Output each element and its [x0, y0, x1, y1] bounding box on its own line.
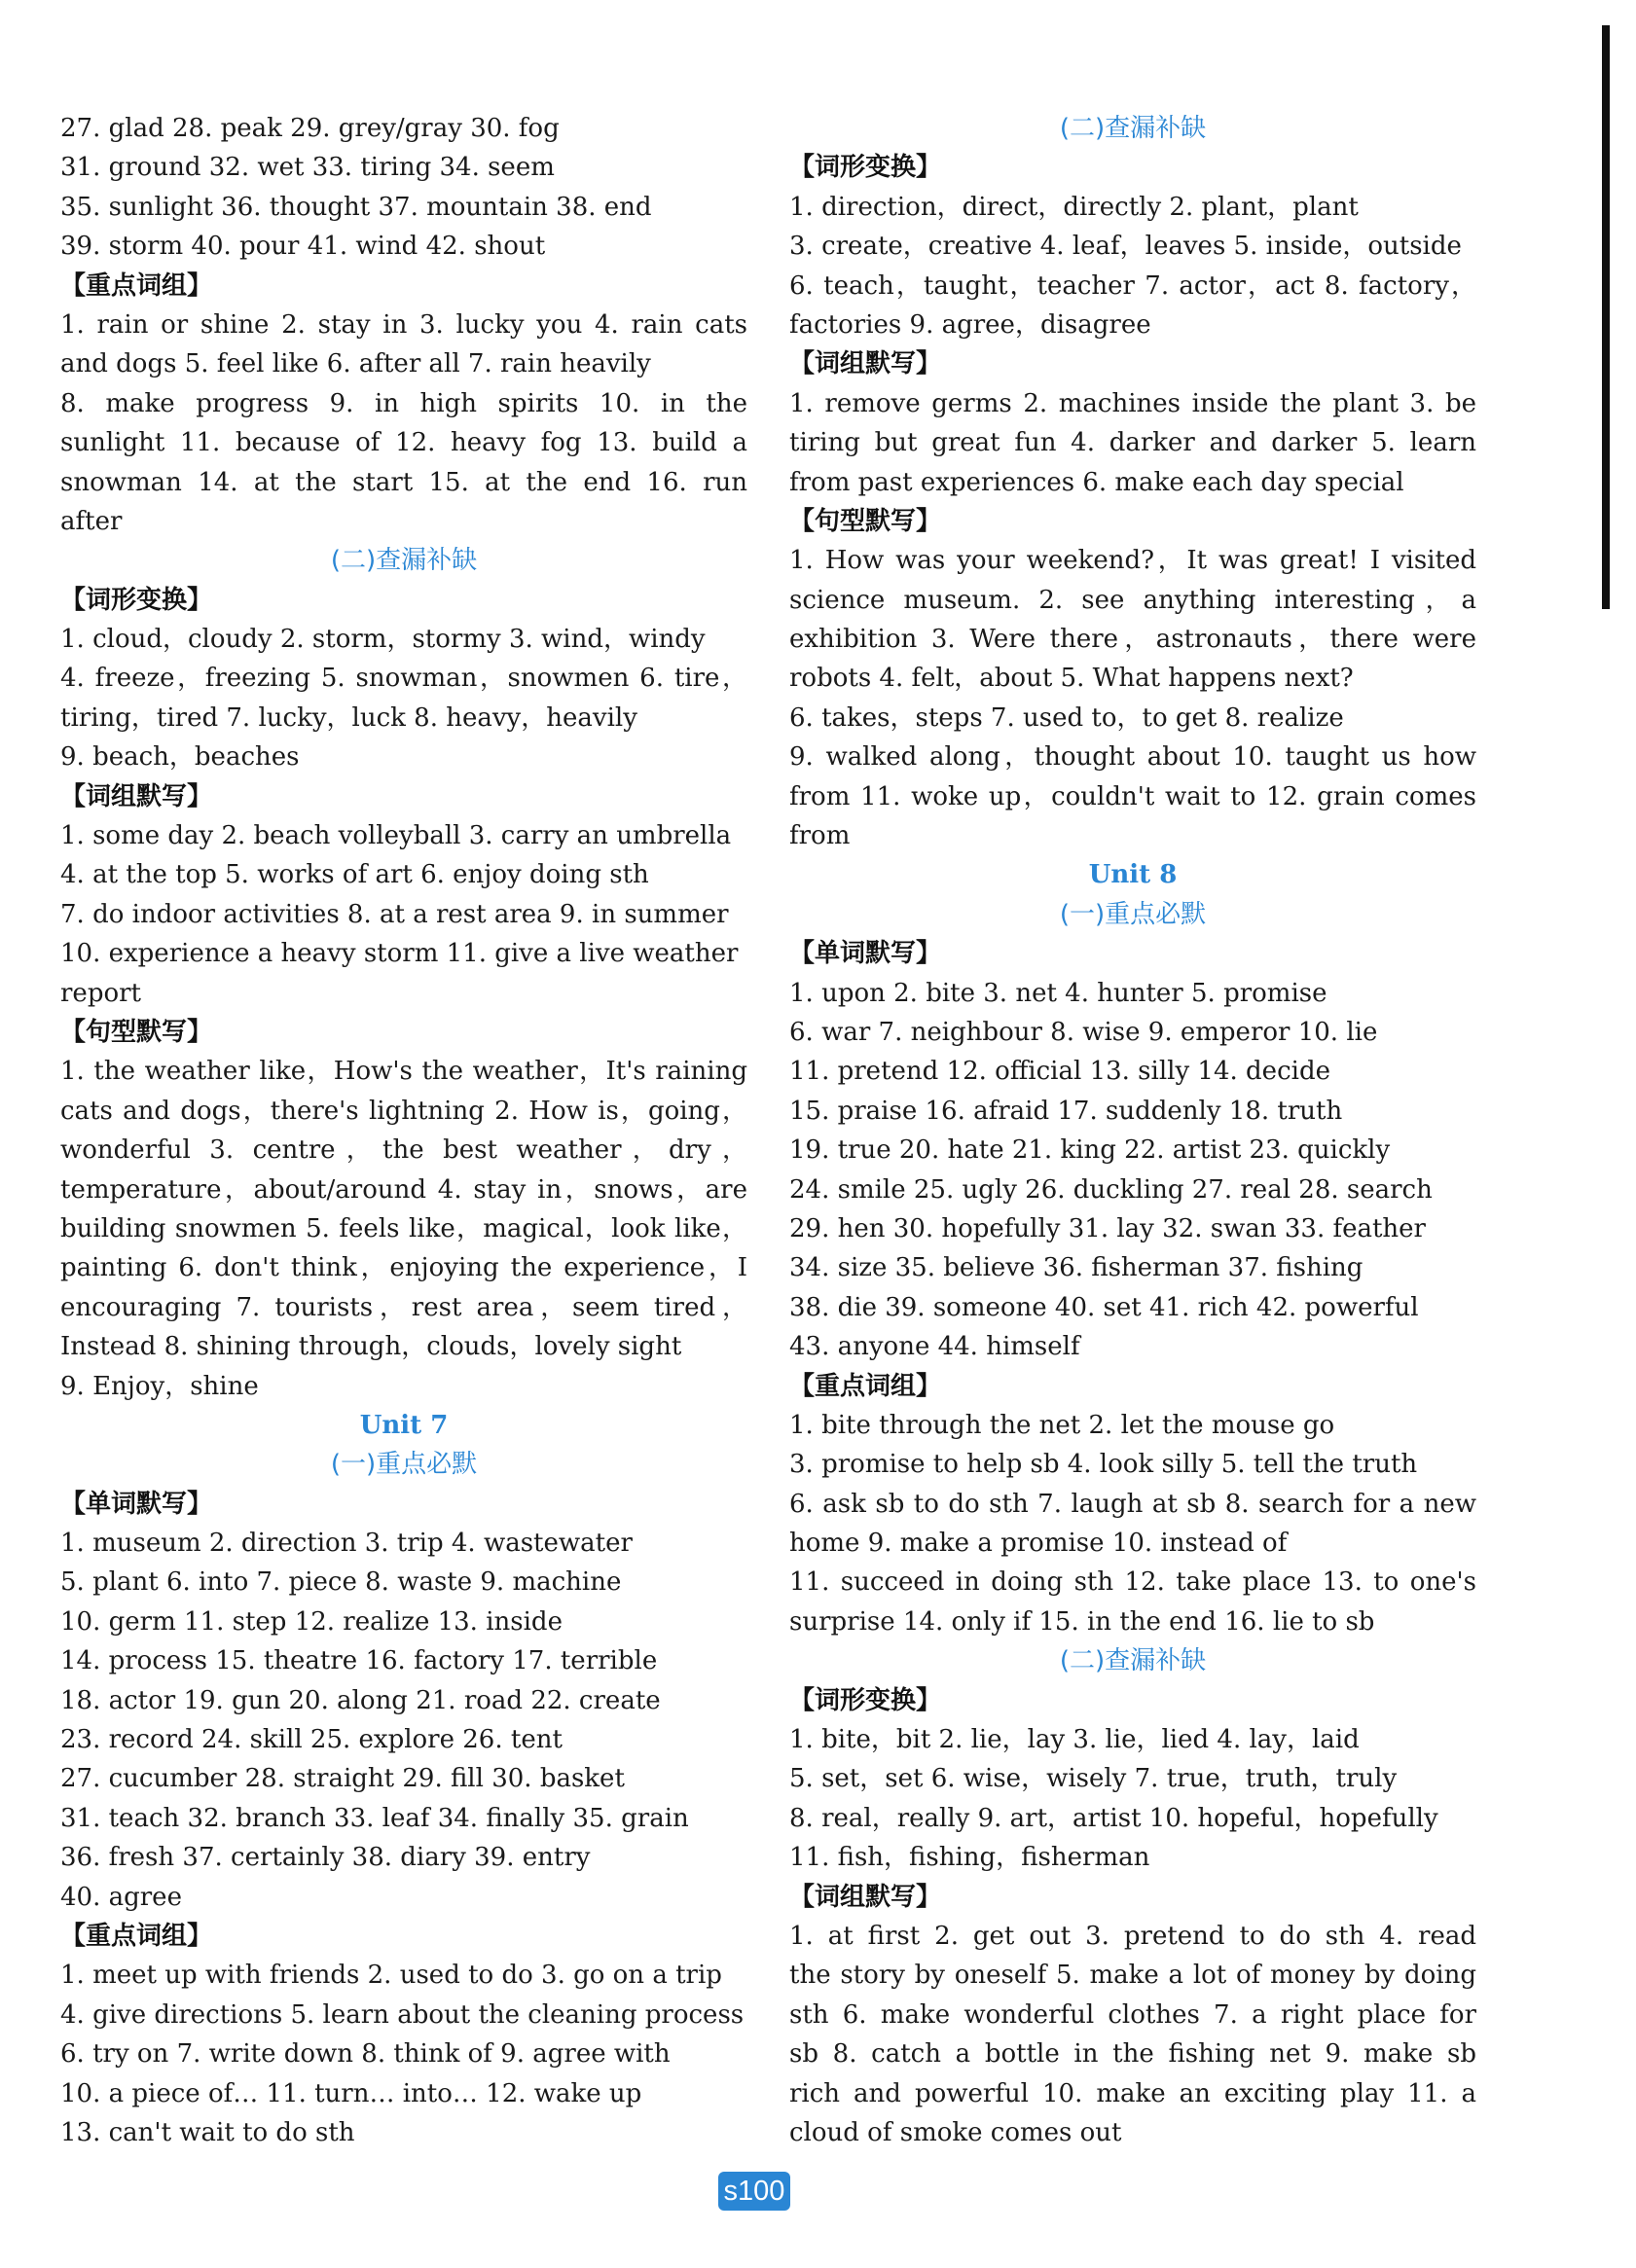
- section-tag: 【词形变换】: [789, 153, 942, 183]
- answer-line: 5. set，set 6. wise，wisely 7. true，truth，truly: [789, 1764, 1398, 1794]
- answer-line: report: [60, 978, 141, 1008]
- answer-line: from past experiences 6. make each day special: [789, 467, 1404, 497]
- answer-line: sb 8. catch a bottle in the fishing net 9. make sb: [789, 2039, 1476, 2070]
- answer-line: 10. experience a heavy storm 11. give a live weather: [60, 939, 739, 969]
- answer-line: 1. bite through the net 2. let the mouse go: [789, 1410, 1335, 1440]
- page-number: s100: [718, 2172, 790, 2211]
- unit-heading: Unit 8: [1088, 860, 1178, 890]
- answer-line: science museum. 2. see anything interesting，a: [789, 585, 1476, 615]
- answer-line: surprise 14. only if 15. in the end 16. lie to sb: [789, 1606, 1375, 1637]
- answer-line: 6. try on 7. write down 8. think of 9. agree with: [60, 2039, 671, 2070]
- answer-line: after: [60, 506, 123, 536]
- answer-line: 34. size 35. believe 36. fisherman 37. fishing: [789, 1253, 1363, 1283]
- answer-line: 4. freeze，freezing 5. snowman，snowmen 6. tire，: [60, 664, 747, 694]
- answer-line: 39. storm 40. pour 41. wind 42. shout: [60, 232, 546, 262]
- answer-line: 31. ground 32. wet 33. tiring 34. seem: [60, 153, 555, 183]
- section-tag: 【句型默写】: [60, 1017, 213, 1047]
- answer-line: 1. rain or shine 2. stay in 3. lucky you 4. rain cats: [60, 309, 747, 340]
- answer-line: 15. praise 16. afraid 17. suddenly 18. truth: [789, 1096, 1343, 1126]
- answer-line: home 9. make a promise 10. instead of: [789, 1529, 1288, 1559]
- section-tag: 【句型默写】: [789, 506, 942, 536]
- answer-line: 38. die 39. someone 40. set 41. rich 42. powerful: [789, 1292, 1419, 1322]
- answer-line: encouraging 7. tourists，rest area，seem tired，: [60, 1292, 747, 1322]
- section-tag: 【单词默写】: [60, 1489, 213, 1519]
- answer-line: 27. cucumber 28. straight 29. fill 30. basket: [60, 1764, 625, 1794]
- answer-line: 10. a piece of… 11. turn… into… 12. wake up: [60, 2078, 642, 2108]
- answer-line: 23. record 24. skill 25. explore 26. tent: [60, 1725, 563, 1755]
- answer-line: 5. plant 6. into 7. piece 8. waste 9. machine: [60, 1567, 622, 1598]
- section-tag: 【词形变换】: [60, 585, 213, 615]
- answer-line: 36. fresh 37. certainly 38. diary 39. entry: [60, 1843, 591, 1873]
- right-column: [789, 109, 1476, 2152]
- answer-line: 9. beach，beaches: [60, 742, 300, 773]
- answer-line: 18. actor 19. gun 20. along 21. road 22. create: [60, 1685, 661, 1715]
- answer-line: cats and dogs，there's lightning 2. How is，going，: [60, 1096, 747, 1126]
- answer-line: 27. glad 28. peak 29. grey/gray 30. fog: [60, 114, 560, 143]
- answer-line: 9. walked along，thought about 10. taught us how: [789, 742, 1476, 773]
- answer-line: 6. takes，steps 7. used to，to get 8. realize: [789, 702, 1344, 733]
- section-heading: (一)重点必默: [330, 1450, 478, 1480]
- section-tag: 【重点词组】: [60, 1921, 213, 1951]
- answer-line: 13. can't wait to do sth: [60, 2117, 355, 2147]
- answer-line: 1. How was your weekend?，It was great! I visited: [789, 546, 1476, 576]
- answer-line: snowman 14. at the start 15. at the end 16. run: [60, 467, 747, 497]
- answer-line: sth 6. make wonderful clothes 7. a right place for: [789, 1999, 1476, 2030]
- answer-line: 8. real，really 9. art，artist 10. hopeful，hopefully: [789, 1803, 1438, 1833]
- answer-line: 11. succeed in doing sth 12. take place 13. to one's: [789, 1567, 1476, 1598]
- answer-line: 43. anyone 44. himself: [789, 1332, 1080, 1362]
- answer-line: 14. process 15. theatre 16. factory 17. terrible: [60, 1646, 658, 1676]
- answer-line: 3. promise to help sb 4. look silly 5. tell the truth: [789, 1450, 1418, 1480]
- section-heading: (二)查漏补缺: [1059, 1646, 1207, 1676]
- answer-line: 1. bite，bit 2. lie，lay 3. lie，lied 4. lay，laid: [789, 1725, 1360, 1755]
- answer-line: 11. pretend 12. official 13. silly 14. decide: [789, 1057, 1330, 1087]
- answer-line: building snowmen 5. feels like，magical，look like，: [60, 1213, 747, 1243]
- section-heading: (二)查漏补缺: [330, 546, 478, 576]
- answer-line: the story by oneself 5. make a lot of money by doing: [789, 1961, 1476, 1991]
- answer-line: 4. at the top 5. works of art 6. enjoy doing sth: [60, 860, 649, 890]
- answer-line: 8. make progress 9. in high spirits 10. in the: [60, 388, 747, 418]
- section-tag: 【词组默写】: [789, 1882, 942, 1912]
- section-tag: 【单词默写】: [789, 939, 942, 969]
- answer-line: sunlight 11. because of 12. heavy fog 13. build a: [60, 428, 747, 458]
- answer-line: Instead 8. shining through，clouds，lovely sight: [60, 1332, 682, 1362]
- answer-line: 1. museum 2. direction 3. trip 4. wastewater: [60, 1529, 633, 1559]
- answer-line: 1. the weather like，How's the weather，It's raining: [60, 1057, 747, 1087]
- unit-heading: Unit 7: [359, 1410, 449, 1440]
- answer-line: 31. teach 32. branch 33. leaf 34. finally 35. grain: [60, 1803, 689, 1833]
- answer-line: cloud of smoke comes out: [789, 2117, 1122, 2147]
- answer-line: tiring but great fun 4. darker and darker 5. learn: [789, 428, 1476, 458]
- answer-line: 3. create，creative 4. leaf，leaves 5. inside，outside: [789, 232, 1462, 262]
- answer-line: factories 9. agree，disagree: [789, 309, 1151, 340]
- answer-line: 6. war 7. neighbour 8. wise 9. emperor 10. lie: [789, 1017, 1378, 1047]
- answer-line: and dogs 5. feel like 6. after all 7. rain heavily: [60, 349, 651, 379]
- answer-line: tiring，tired 7. lucky，luck 8. heavy，heavily: [60, 702, 637, 733]
- answer-line: 6. teach，taught，teacher 7. actor，act 8. factory，: [789, 270, 1476, 301]
- answer-line: 1. at first 2. get out 3. pretend to do sth 4. read: [789, 1921, 1476, 1951]
- answer-line: 19. true 20. hate 21. king 22. artist 23. quickly: [789, 1135, 1391, 1166]
- answer-line: 29. hen 30. hopefully 31. lay 32. swan 33. feather: [789, 1213, 1426, 1243]
- answer-line: from: [789, 821, 851, 851]
- answer-line: 35. sunlight 36. thought 37. mountain 38. end: [60, 192, 652, 222]
- answer-line: 24. smile 25. ugly 26. duckling 27. real 28. search: [789, 1174, 1433, 1205]
- answer-line: 1. cloud，cloudy 2. storm，stormy 3. wind，windy: [60, 625, 706, 655]
- answer-line: painting 6. don't think，enjoying the experience，I: [60, 1253, 747, 1283]
- answer-line: 4. give directions 5. learn about the cleaning process: [60, 1999, 745, 2030]
- answer-line: 11. fish，fishing，fisherman: [789, 1843, 1150, 1873]
- answer-line: exhibition 3. Were there，astronauts，there were: [789, 625, 1476, 655]
- answer-line: 6. ask sb to do sth 7. laugh at sb 8. search for a new: [789, 1489, 1476, 1519]
- section-tag: 【重点词组】: [789, 1371, 942, 1401]
- answer-line: 40. agree: [60, 1882, 182, 1912]
- answer-line: from 11. woke up，couldn't wait to 12. grain comes: [789, 781, 1476, 811]
- section-tag: 【词形变换】: [789, 1685, 942, 1715]
- section-tag: 【词组默写】: [789, 349, 942, 379]
- answer-line: 1. upon 2. bite 3. net 4. hunter 5. promise: [789, 978, 1327, 1008]
- answer-line: 1. remove germs 2. machines inside the plant 3. be: [789, 388, 1476, 418]
- answer-line: 9. Enjoy，shine: [60, 1371, 259, 1401]
- answer-line: 10. germ 11. step 12. realize 13. inside: [60, 1606, 563, 1637]
- section-tag: 【重点词组】: [60, 270, 213, 301]
- answer-line: robots 4. felt，about 5. What happens next?: [789, 664, 1354, 694]
- answer-line: 1. some day 2. beach volleyball 3. carry an umbrella: [60, 821, 732, 851]
- section-heading: (一)重点必默: [1059, 899, 1207, 929]
- edge-bar: [1602, 25, 1610, 609]
- answer-line: 1. direction，direct，directly 2. plant，plant: [789, 192, 1359, 222]
- answer-line: rich and powerful 10. make an exciting play 11. a: [789, 2078, 1476, 2108]
- left-column: [60, 109, 747, 2152]
- answer-line: 7. do indoor activities 8. at a rest area 9. in summer: [60, 899, 729, 929]
- section-tag: 【词组默写】: [60, 781, 213, 811]
- section-heading: (二)查漏补缺: [1059, 114, 1207, 143]
- answer-line: temperature，about/around 4. stay in，snows，are: [60, 1174, 747, 1205]
- answer-line: 1. meet up with friends 2. used to do 3. go on a trip: [60, 1961, 722, 1991]
- answer-line: wonderful 3. centre，the best weather，dry，: [60, 1135, 747, 1166]
